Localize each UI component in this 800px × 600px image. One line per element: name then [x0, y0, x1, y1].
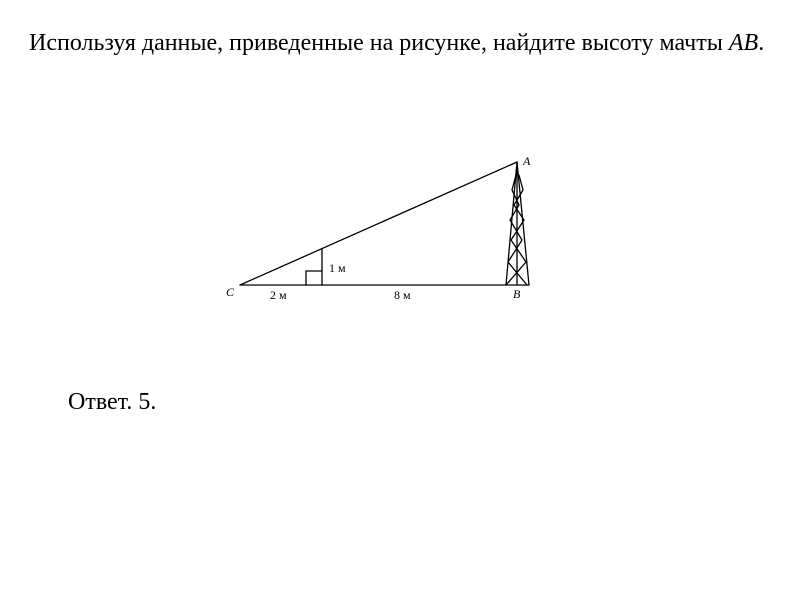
- problem-period: .: [758, 30, 765, 56]
- right-angle-marker: [306, 271, 322, 285]
- label-point-b: B: [513, 287, 521, 301]
- hypotenuse-line: [240, 162, 517, 285]
- label-point-c: C: [226, 285, 235, 299]
- label-point-a: A: [523, 154, 531, 168]
- problem-text: Используя данные, приведенные на рисунке, найдите высоту мачты: [29, 30, 729, 56]
- label-pole-height: 1 м: [329, 261, 346, 275]
- mast-name: AB: [728, 30, 759, 56]
- answer-text: Ответ. 5.: [68, 389, 157, 415]
- label-right-distance: 8 м: [394, 288, 411, 302]
- mast-tower: [506, 162, 529, 285]
- label-left-distance: 2 м: [270, 288, 287, 302]
